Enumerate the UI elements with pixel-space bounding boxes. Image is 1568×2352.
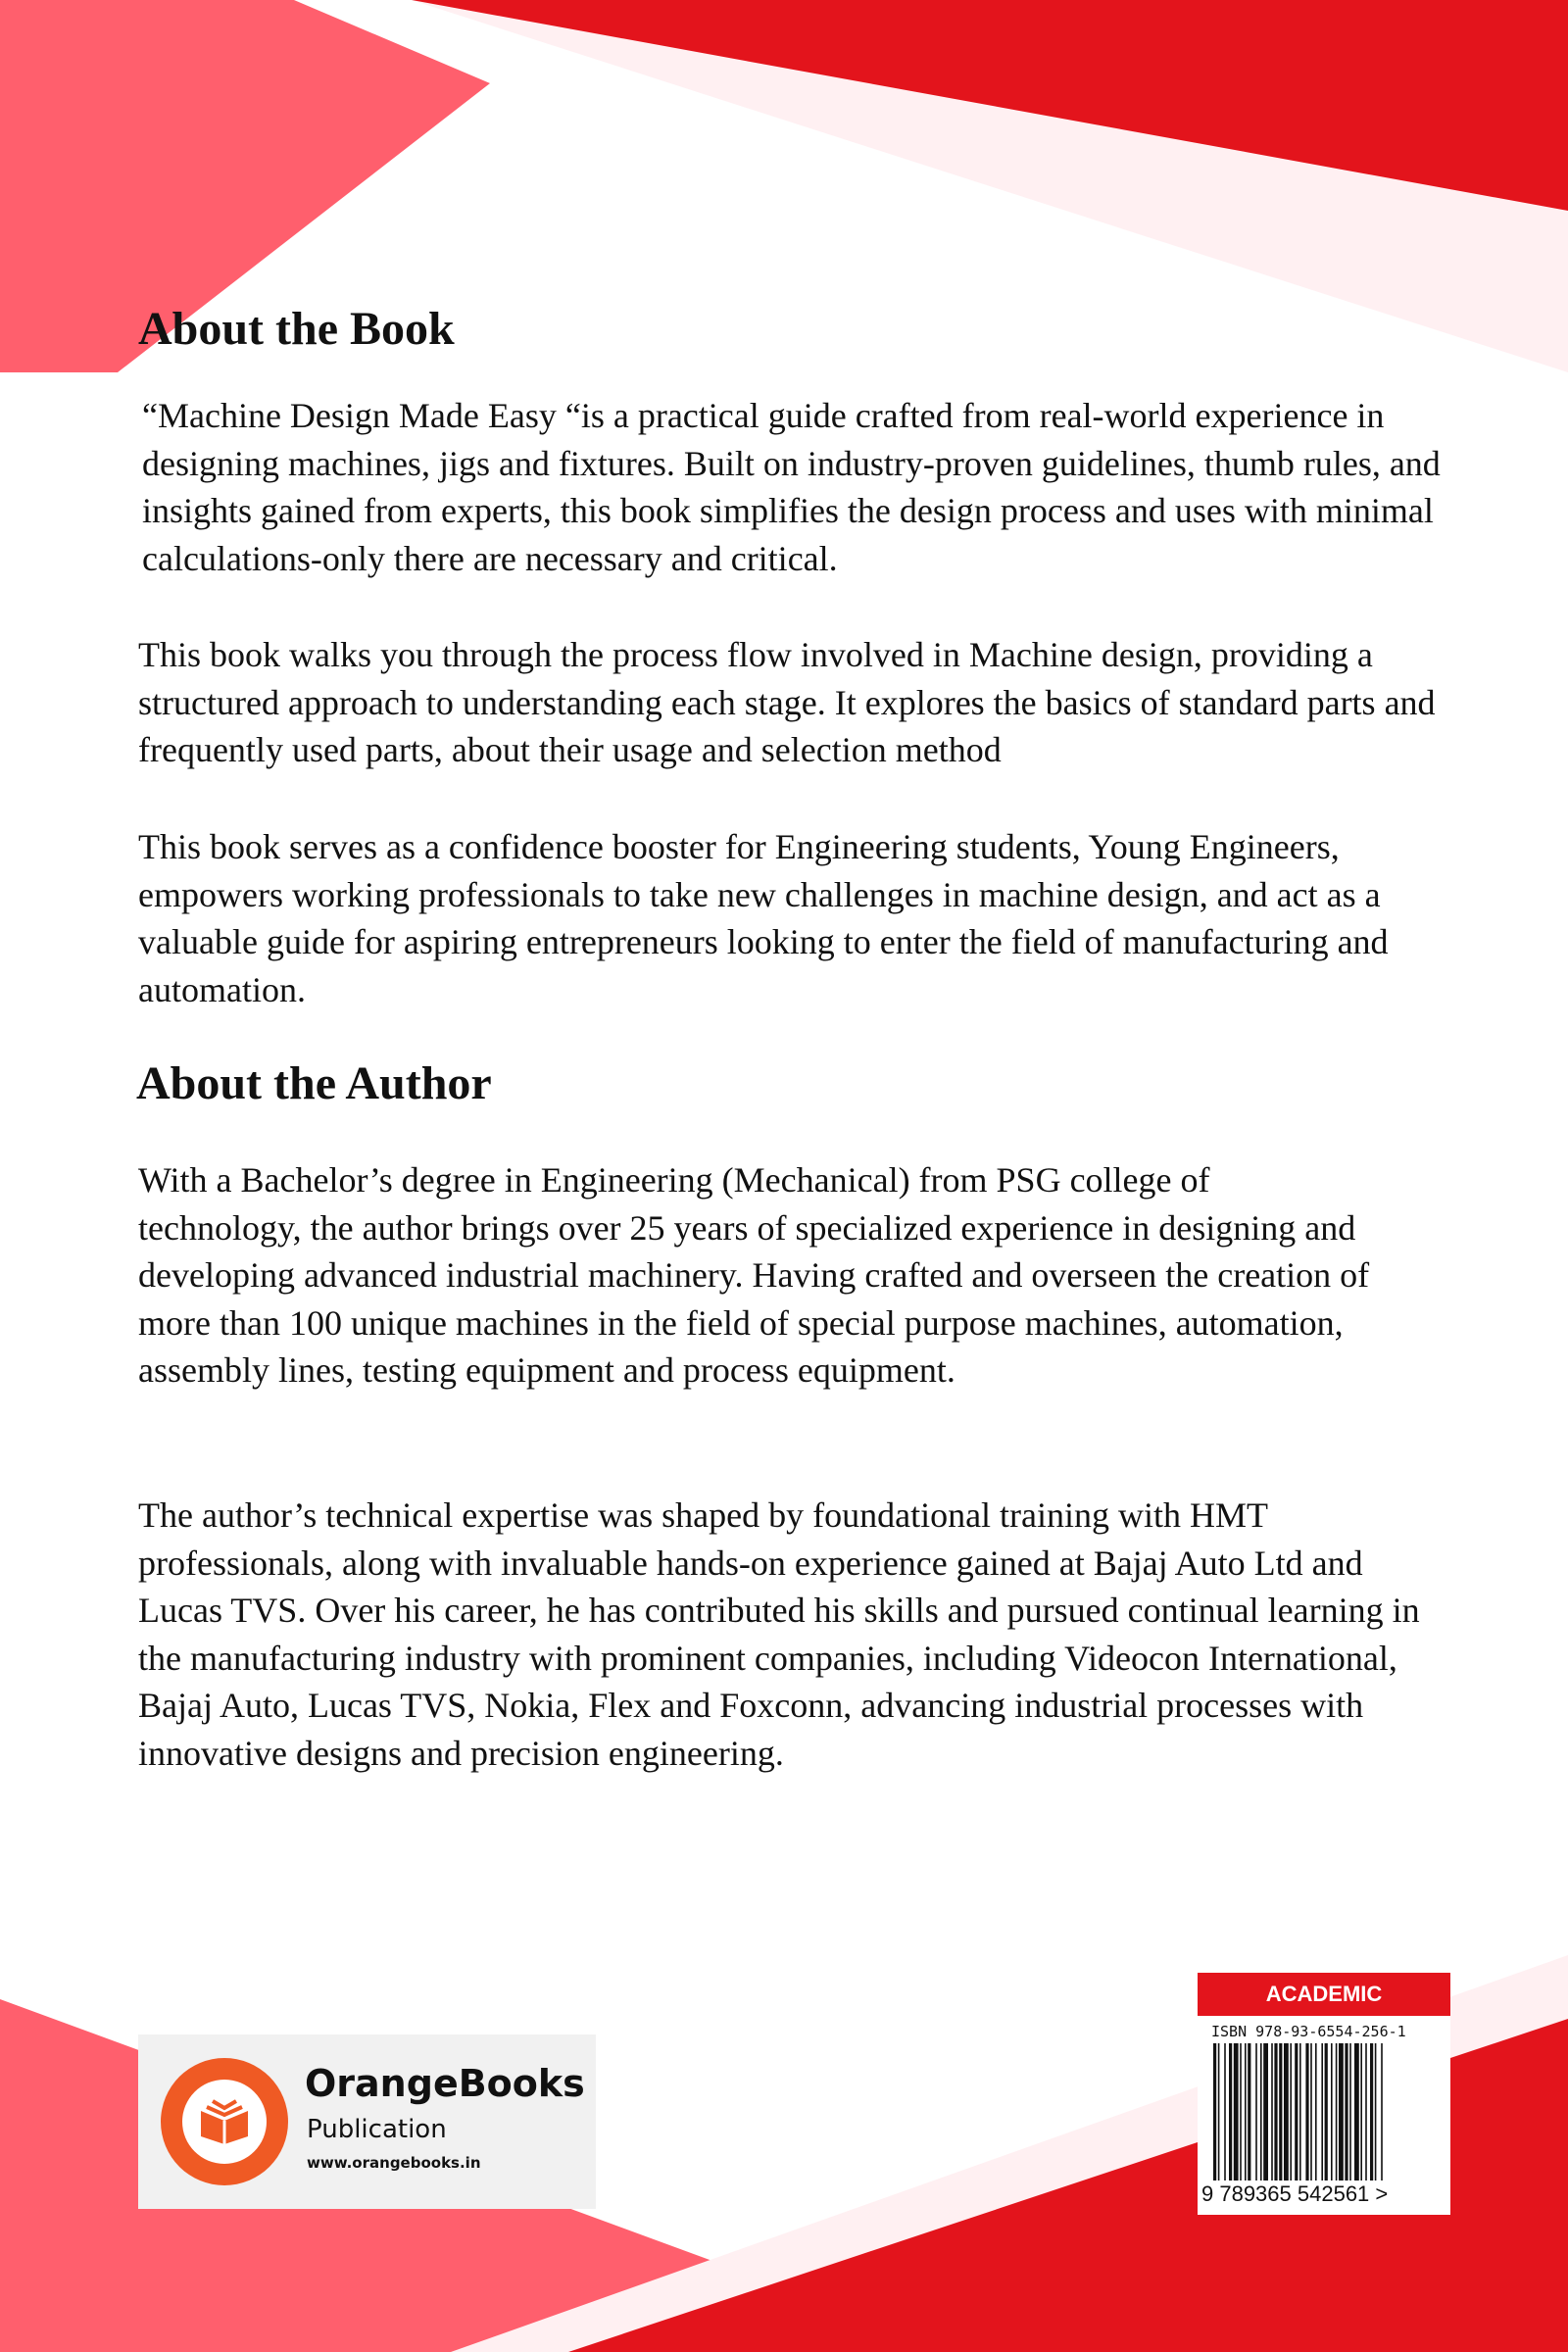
publisher-logo-circle-inner — [182, 2080, 267, 2164]
open-book-icon — [197, 2097, 252, 2146]
publisher-logo-circle — [161, 2058, 288, 2185]
publisher-logo — [138, 2034, 596, 2209]
isbn-number: ISBN 978-93-6554-256-1 — [1211, 2023, 1406, 2040]
about-author-paragraph-2: The author’s technical expertise was shaped by foundational training with HMT professionals, along with invaluable hands-on experience gained at Bajaj Auto Ltd and Lucas TVS. Over his career, he has contributed his skills and pursued continual learning in the manufacturing industry with prominent companies, including Videocon International, Bajaj Auto, Lucas TVS, Nokia, Flex and Foxconn, advancing industrial processes with innovative designs and precision engineering. — [138, 1495, 1420, 1773]
about-book-paragraph-2: This book walks you through the process flow involved in Machine design, providing a structured approach to understanding each stage. It explores the basics of standard parts and frequently used parts, about their usage and selection method — [138, 635, 1436, 769]
about-book-paragraph-3: This book serves as a confidence booster for Engineering students, Young Engineers, empowers working professionals to take new challenges in machine design, and act as a valuable guide for aspiring entrepreneurs looking to enter the field of manufacturing and automation. — [138, 827, 1389, 1009]
about-book-paragraph-1: “Machine Design Made Easy “is a practical guide crafted from real-world experience in designing machines, jigs and fixtures. Built on industry-proven guidelines, thumb rules, and insights gained from experts, this book simplifies the design process and uses with minimal calculations-only there are necessary and critical. — [142, 396, 1441, 578]
category-badge: ACADEMIC — [1198, 1973, 1450, 2016]
barcode-icon — [1211, 2043, 1437, 2180]
isbn-barcode-block — [1198, 1973, 1450, 2215]
publisher-subtitle: Publication — [307, 2115, 447, 2144]
publisher-name: OrangeBooks — [305, 2062, 585, 2105]
about-author-heading: About the Author — [136, 1057, 492, 1109]
publisher-website: www.orangebooks.in — [307, 2154, 481, 2172]
barcode-digits: 9 789365 542561 > — [1201, 2181, 1389, 2206]
about-author-paragraph-1: With a Bachelor’s degree in Engineering (Mechanical) from PSG college of technology, the author brings over 25 years of specialized experience in designing and developing advanced industrial machinery. Having crafted and overseen the creation of more than 100 unique machines in the field of special purpose machines, automation, assembly lines, testing equipment and process equipment. — [138, 1160, 1370, 1390]
about-book-heading: About the Book — [138, 303, 455, 355]
